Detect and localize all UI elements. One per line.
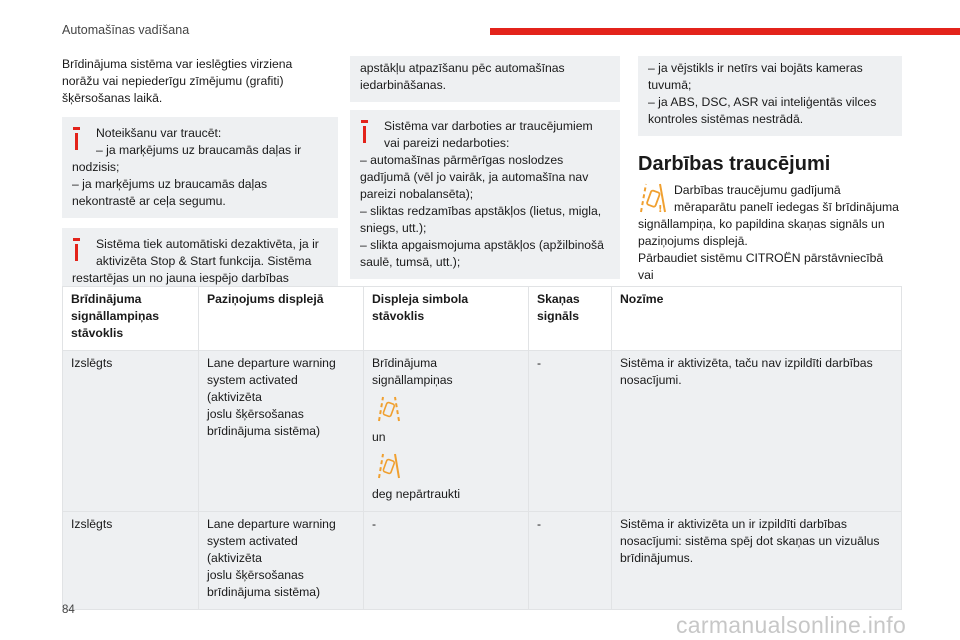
page-number: 84: [62, 604, 75, 616]
info-icon: [73, 127, 80, 151]
symbol-cell: Brīdinājuma signāllampiņas un deg nepārtraukti: [364, 351, 529, 512]
watermark: carmanualsonline.info: [676, 612, 907, 638]
state-cell: Izslēgts: [63, 512, 199, 610]
warning-table: [62, 286, 902, 610]
note-continuation: apstākļu atpazīšanu pēc automašīnas iedarbināšanas.: [350, 56, 620, 102]
intro-line: šķērsošanas laikā.: [62, 91, 163, 105]
table-row: [63, 512, 902, 610]
meaning-cell: Sistēma ir aktivizēta un ir izpildīti darbības nosacījumi: sistēma spēj dot skaņas un vizuālus brīdinājumus.: [612, 512, 902, 610]
lane-departure-warning-icon: [376, 395, 402, 423]
header-cell: Nozīme: [612, 287, 902, 351]
lane-departure-fault-icon: [376, 452, 402, 480]
header-cell: Paziņojums displejā: [199, 287, 364, 351]
message-cell: Lane departure warning system activated (aktivizēta joslu šķērsošanas brīdinājuma sistēma): [199, 351, 364, 512]
note-continuation: – ja vējstikls ir netīrs vai bojāts kameras tuvumā; – ja ABS, DSC, ASR vai inteliģentās vilces kontroles sistēmas nestrādā.: [638, 56, 902, 136]
sound-cell: -: [529, 512, 612, 610]
section-title: Darbības traucējumi: [638, 153, 831, 175]
column-3: [638, 56, 902, 301]
table-row: [63, 351, 902, 512]
column-1: [62, 56, 338, 295]
info-note: Sistēma tiek automātiski dezaktivēta, ja ir aktivizēta Stop & Start funkcija. Sistēma restartējas un no jauna iespējo darbības: [62, 228, 338, 295]
message-cell: Lane departure warning system activated (aktivizēta joslu šķērsošanas brīdinājuma sistēma): [199, 512, 364, 610]
header-cell: Skaņas signāls: [529, 287, 612, 351]
info-icon: [73, 238, 80, 262]
sound-cell: -: [529, 351, 612, 512]
lane-departure-fault-icon: [638, 182, 668, 214]
meaning-cell: Sistēma ir aktivizēta, taču nav izpildīti darbības nosacījumi.: [612, 351, 902, 512]
table-header-row: [63, 287, 902, 351]
intro-line: norāžu vai nepiederīgu zīmējumu (grafiti): [62, 74, 284, 88]
info-note: Sistēma var darboties ar traucējumiem vai pareizi nedarboties: – automašīnas pārmērīgas noslodzes gadījumā (vēl jo vairāk, ja automašīna nav pareizi nobalansēta); – sliktas redzamības apstākļos (lietus, migla, sniegs, utt.); – slikta apgaismojuma apstākļos (apžilbinošā saulē, tumsā, utt.);: [350, 110, 620, 279]
header-title: Automašīnas vadīšana: [62, 23, 190, 37]
header-cell: Brīdinājuma signāllampiņas stāvoklis: [63, 287, 199, 351]
header-accent-bar: [490, 28, 960, 35]
info-icon: [361, 120, 368, 144]
state-cell: Izslēgts: [63, 351, 199, 512]
info-note: Noteikšanu var traucēt: – ja marķējums uz braucamās daļas ir nodzisis; – ja marķējums uz braucamās daļas nekontrastē ar ceļa segumu.: [62, 117, 338, 218]
intro-line: Brīdinājuma sistēma var ieslēgties virziena: [62, 57, 293, 71]
svg-text:!: !: [658, 204, 663, 214]
header-cell: Displeja simbola stāvoklis: [364, 287, 529, 351]
column-2: [350, 56, 620, 279]
symbol-cell: -: [364, 512, 529, 610]
fault-description: ! Darbības traucējumu gadījumā mēraparātu panelī iedegas šī brīdinājuma signāllampiņa, ko papildina skaņas signāls un paziņojums displejā. Pārbaudiet sistēmu CITROËN pārstāvniecībā vai: [638, 183, 899, 282]
